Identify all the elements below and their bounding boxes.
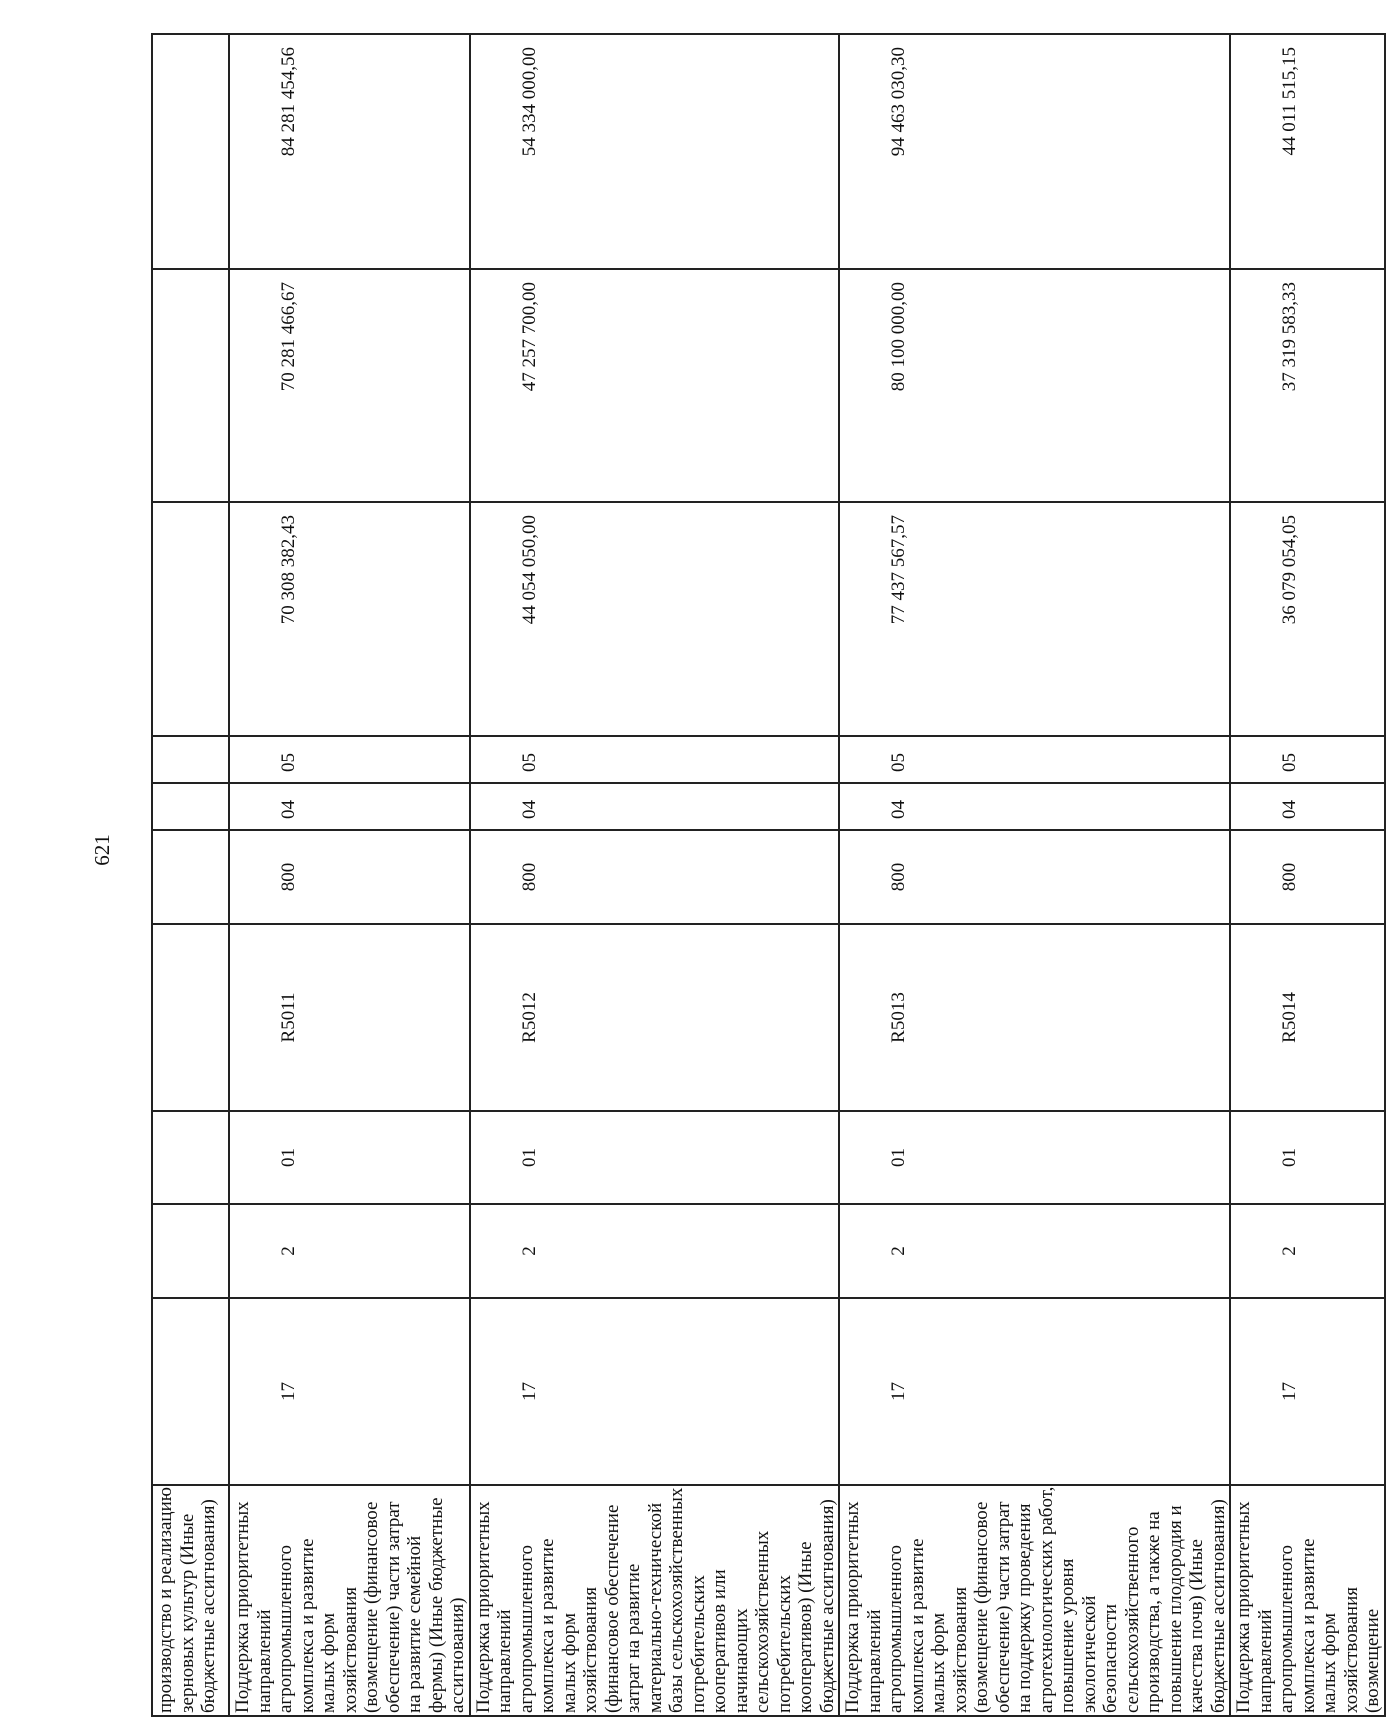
year1-amount: 70 308 382,43 [229,502,470,736]
direction-code: R5012 [470,924,840,1111]
year2-amount: 80 100 000,00 [839,269,1230,502]
pr-cell [152,736,229,783]
vr-code: 800 [470,830,840,924]
year2-amount: 70 281 466,67 [229,269,470,502]
gp-code: 17 [470,1298,840,1485]
om-code: 01 [229,1111,470,1204]
year1-amount: 77 437 567,57 [839,502,1230,736]
pr-code: 05 [229,736,470,783]
rz-code: 04 [839,783,1230,830]
row-description: производство и реализацию зерновых культур (Иные бюджетные ассигнования) [155,1487,219,1713]
pr-code: 05 [470,736,840,783]
om-code: 01 [839,1111,1230,1204]
year2-cell [152,269,229,502]
pr-code: 05 [839,736,1230,783]
budget-allocation-table [151,33,1386,1717]
vr-code: 800 [839,830,1230,924]
row-description: Поддержка приоритетных направлений агропромышленного комплекса и развитие малых форм хозяйствования (возмещение [1233,1501,1383,1713]
rz-code: 04 [229,783,470,830]
row-description-cell [470,1485,840,1716]
table-row [839,34,1230,1716]
pr-code: 05 [1230,736,1385,783]
row-description-cell [229,1485,470,1716]
table-row [229,34,470,1716]
om-code: 01 [1230,1111,1385,1204]
pp-cell [152,1204,229,1298]
rz-code: 04 [470,783,840,830]
vr-cell [152,830,229,924]
om-code: 01 [470,1111,840,1204]
year3-amount: 94 463 030,30 [839,34,1230,269]
row-description-cell [1230,1485,1385,1716]
om-cell [152,1111,229,1204]
gp-code: 17 [839,1298,1230,1485]
year3-amount: 54 334 000,00 [470,34,840,269]
row-description: Поддержка приоритетных направлений агропромышленного комплекса и развитие малых форм хозяйствования (возмещение (финансовое обеспечение) части затрат на поддержку проведения агротехнологических работ, повышение уровня экологической безопасности сельскохозяйственного производства, а также на повышение плодородия и качества почв) (Иные бюджетные ассигнования) [842,1486,1229,1713]
table-row [1230,34,1385,1716]
budget-table-sheet [151,35,1383,1717]
year1-cell [152,502,229,736]
direction-code: R5011 [229,924,470,1111]
direction-cell [152,924,229,1111]
vr-code: 800 [1230,830,1385,924]
gp-cell [152,1298,229,1485]
pp-code: 2 [229,1204,470,1298]
pp-code: 2 [839,1204,1230,1298]
row-description-cell [152,1485,229,1716]
year1-amount: 36 079 054,05 [1230,502,1385,736]
page-number: 621 [90,834,114,866]
pp-code: 2 [1230,1204,1385,1298]
gp-code: 17 [1230,1298,1385,1485]
pp-code: 2 [470,1204,840,1298]
table-row [152,34,229,1716]
direction-code: R5013 [839,924,1230,1111]
year2-amount: 37 319 583,33 [1230,269,1385,502]
row-description: Поддержка приоритетных направлений агропромышленного комплекса и развитие малых форм хозяйствования (возмещение (финансовое обеспечение) части затрат на развитие семейной фермы) (Иные бюджетные ассигнования) [232,1497,468,1713]
year3-cell [152,34,229,269]
year3-amount: 84 281 454,56 [229,34,470,269]
rz-cell [152,783,229,830]
direction-code: R5014 [1230,924,1385,1111]
year3-amount: 44 011 515,15 [1230,34,1385,269]
gp-code: 17 [229,1298,470,1485]
year1-amount: 44 054 050,00 [470,502,840,736]
year2-amount: 47 257 700,00 [470,269,840,502]
table-row [470,34,840,1716]
row-description-cell [839,1485,1230,1716]
rz-code: 04 [1230,783,1385,830]
vr-code: 800 [229,830,470,924]
row-description: Поддержка приоритетных направлений агропромышленного комплекса и развитие малых форм хозяйствования (финансовое обеспечение затрат на развитие материально-технической базы сельскохозяйственных потребительских кооперативов или начинающих сельскохозяйственных потребительских кооперативов) (Иные бюджетные ассигнования) [472,1487,838,1713]
